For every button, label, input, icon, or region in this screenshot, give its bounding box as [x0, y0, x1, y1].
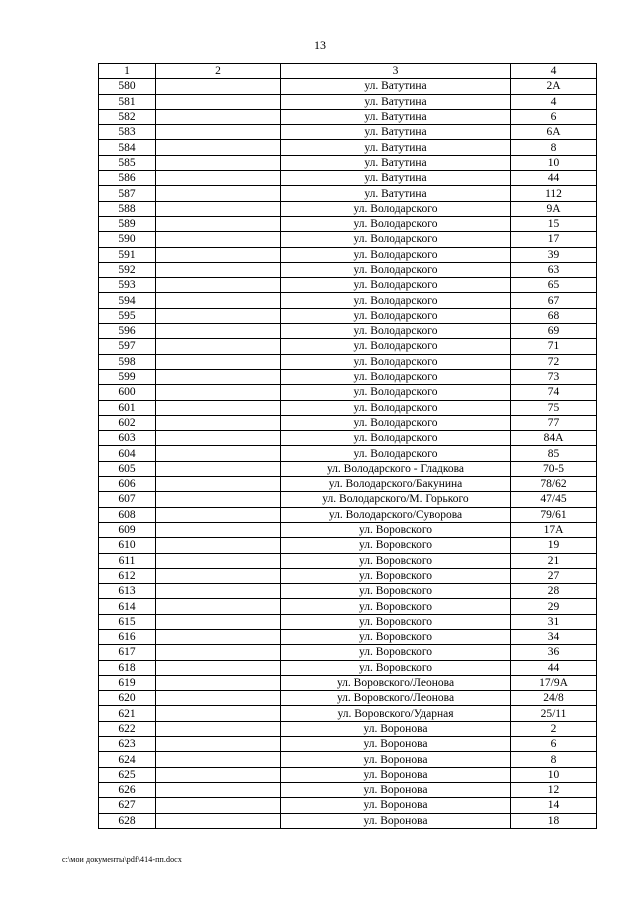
house-number-cell: 14	[511, 798, 597, 813]
empty-cell	[156, 691, 281, 706]
table-row	[99, 94, 597, 109]
table-row	[99, 232, 597, 247]
street-cell: ул. Володарского	[281, 216, 511, 231]
table-row	[99, 278, 597, 293]
empty-cell	[156, 109, 281, 124]
table-row	[99, 645, 597, 660]
row-number-cell: 620	[99, 691, 156, 706]
house-number-cell: 25/11	[511, 706, 597, 721]
row-number-cell: 591	[99, 247, 156, 262]
table-row	[99, 216, 597, 231]
table-row	[99, 492, 597, 507]
house-number-cell: 72	[511, 354, 597, 369]
row-number-cell: 615	[99, 614, 156, 629]
table-row	[99, 446, 597, 461]
house-number-cell: 68	[511, 308, 597, 323]
table-row	[99, 201, 597, 216]
table-row	[99, 461, 597, 476]
row-number-cell: 596	[99, 324, 156, 339]
street-cell: ул. Володарского	[281, 324, 511, 339]
row-number-cell: 609	[99, 522, 156, 537]
house-number-cell: 10	[511, 155, 597, 170]
table-row	[99, 538, 597, 553]
street-cell: ул. Воровского	[281, 538, 511, 553]
row-number-cell: 595	[99, 308, 156, 323]
empty-cell	[156, 675, 281, 690]
street-cell: ул. Воровского/Леонова	[281, 675, 511, 690]
house-number-cell: 63	[511, 262, 597, 277]
table-row	[99, 125, 597, 140]
house-number-cell: 36	[511, 645, 597, 660]
row-number-cell: 624	[99, 752, 156, 767]
table-row	[99, 798, 597, 813]
street-cell: ул. Воровского	[281, 645, 511, 660]
row-number-cell: 594	[99, 293, 156, 308]
empty-cell	[156, 507, 281, 522]
table-row	[99, 171, 597, 186]
row-number-cell: 590	[99, 232, 156, 247]
empty-cell	[156, 538, 281, 553]
column-header: 1	[99, 64, 156, 79]
table-row	[99, 293, 597, 308]
house-number-cell: 6	[511, 737, 597, 752]
street-cell: ул. Володарского	[281, 278, 511, 293]
street-cell: ул. Воронова	[281, 798, 511, 813]
table-row	[99, 79, 597, 94]
table-header-row	[99, 64, 597, 79]
row-number-cell: 606	[99, 477, 156, 492]
house-number-cell: 21	[511, 553, 597, 568]
row-number-cell: 586	[99, 171, 156, 186]
empty-cell	[156, 140, 281, 155]
street-cell: ул. Воровского	[281, 522, 511, 537]
empty-cell	[156, 278, 281, 293]
row-number-cell: 587	[99, 186, 156, 201]
street-cell: ул. Ватутина	[281, 171, 511, 186]
row-number-cell: 619	[99, 675, 156, 690]
house-number-cell: 73	[511, 369, 597, 384]
street-cell: ул. Володарского	[281, 446, 511, 461]
street-cell: ул. Воровского	[281, 568, 511, 583]
table-row	[99, 369, 597, 384]
street-cell: ул. Ватутина	[281, 94, 511, 109]
table-row	[99, 186, 597, 201]
empty-cell	[156, 660, 281, 675]
row-number-cell: 592	[99, 262, 156, 277]
row-number-cell: 621	[99, 706, 156, 721]
table-row	[99, 629, 597, 644]
table-row	[99, 522, 597, 537]
house-number-cell: 67	[511, 293, 597, 308]
empty-cell	[156, 813, 281, 828]
table-row	[99, 507, 597, 522]
empty-cell	[156, 216, 281, 231]
street-cell: ул. Воровского/Ударная	[281, 706, 511, 721]
empty-cell	[156, 415, 281, 430]
street-cell: ул. Володарского	[281, 262, 511, 277]
table-row	[99, 782, 597, 797]
house-number-cell: 74	[511, 385, 597, 400]
empty-cell	[156, 522, 281, 537]
house-number-cell: 8	[511, 752, 597, 767]
table-row	[99, 568, 597, 583]
row-number-cell: 583	[99, 125, 156, 140]
row-number-cell: 581	[99, 94, 156, 109]
empty-cell	[156, 232, 281, 247]
table-row	[99, 660, 597, 675]
row-number-cell: 582	[99, 109, 156, 124]
street-cell: ул. Ватутина	[281, 155, 511, 170]
house-number-cell: 6	[511, 109, 597, 124]
house-number-cell: 24/8	[511, 691, 597, 706]
table-row	[99, 752, 597, 767]
table-row	[99, 400, 597, 415]
house-number-cell: 29	[511, 599, 597, 614]
table-row	[99, 385, 597, 400]
street-cell: ул. Воровского	[281, 584, 511, 599]
table-row	[99, 354, 597, 369]
row-number-cell: 612	[99, 568, 156, 583]
table-row	[99, 140, 597, 155]
empty-cell	[156, 354, 281, 369]
row-number-cell: 588	[99, 201, 156, 216]
street-cell: ул. Володарского	[281, 369, 511, 384]
house-number-cell: 75	[511, 400, 597, 415]
row-number-cell: 626	[99, 782, 156, 797]
street-cell: ул. Воровского	[281, 629, 511, 644]
table-row	[99, 599, 597, 614]
empty-cell	[156, 446, 281, 461]
column-header: 3	[281, 64, 511, 79]
house-number-cell: 71	[511, 339, 597, 354]
house-number-cell: 27	[511, 568, 597, 583]
column-header: 2	[156, 64, 281, 79]
row-number-cell: 584	[99, 140, 156, 155]
table-row	[99, 813, 597, 828]
street-cell: ул. Ватутина	[281, 186, 511, 201]
street-cell: ул. Воровского	[281, 599, 511, 614]
table-body	[99, 79, 597, 829]
empty-cell	[156, 461, 281, 476]
empty-cell	[156, 201, 281, 216]
empty-cell	[156, 125, 281, 140]
table-row	[99, 767, 597, 782]
house-number-cell: 15	[511, 216, 597, 231]
row-number-cell: 610	[99, 538, 156, 553]
table-row	[99, 706, 597, 721]
street-cell: ул. Володарского	[281, 354, 511, 369]
house-number-cell: 31	[511, 614, 597, 629]
house-number-cell: 2А	[511, 79, 597, 94]
empty-cell	[156, 706, 281, 721]
house-number-cell: 112	[511, 186, 597, 201]
row-number-cell: 598	[99, 354, 156, 369]
empty-cell	[156, 400, 281, 415]
footer-file-path: c:\мои документы\pdf\414-пп.docx	[62, 855, 182, 864]
table-row	[99, 155, 597, 170]
empty-cell	[156, 721, 281, 736]
house-number-cell: 39	[511, 247, 597, 262]
empty-cell	[156, 293, 281, 308]
empty-cell	[156, 79, 281, 94]
row-number-cell: 628	[99, 813, 156, 828]
house-number-cell: 65	[511, 278, 597, 293]
house-number-cell: 10	[511, 767, 597, 782]
empty-cell	[156, 308, 281, 323]
street-cell: ул. Ватутина	[281, 140, 511, 155]
row-number-cell: 604	[99, 446, 156, 461]
house-number-cell: 44	[511, 660, 597, 675]
row-number-cell: 625	[99, 767, 156, 782]
table-row	[99, 308, 597, 323]
street-cell: ул. Володарского	[281, 308, 511, 323]
street-cell: ул. Володарского - Гладкова	[281, 461, 511, 476]
house-number-cell: 17	[511, 232, 597, 247]
empty-cell	[156, 782, 281, 797]
table-row	[99, 262, 597, 277]
street-cell: ул. Воронова	[281, 813, 511, 828]
street-cell: ул. Воронова	[281, 721, 511, 736]
street-cell: ул. Воровского	[281, 553, 511, 568]
street-cell: ул. Володарского	[281, 400, 511, 415]
table-row	[99, 247, 597, 262]
row-number-cell: 622	[99, 721, 156, 736]
street-cell: ул. Володарского	[281, 339, 511, 354]
row-number-cell: 589	[99, 216, 156, 231]
empty-cell	[156, 737, 281, 752]
house-number-cell: 18	[511, 813, 597, 828]
street-cell: ул. Воронова	[281, 737, 511, 752]
empty-cell	[156, 369, 281, 384]
empty-cell	[156, 629, 281, 644]
empty-cell	[156, 645, 281, 660]
table-row	[99, 737, 597, 752]
empty-cell	[156, 431, 281, 446]
row-number-cell: 597	[99, 339, 156, 354]
empty-cell	[156, 247, 281, 262]
street-cell: ул. Володарского	[281, 247, 511, 262]
empty-cell	[156, 155, 281, 170]
house-number-cell: 78/62	[511, 477, 597, 492]
row-number-cell: 608	[99, 507, 156, 522]
house-number-cell: 85	[511, 446, 597, 461]
house-number-cell: 17А	[511, 522, 597, 537]
empty-cell	[156, 262, 281, 277]
column-header: 4	[511, 64, 597, 79]
empty-cell	[156, 492, 281, 507]
page-number: 13	[314, 38, 326, 52]
table-row	[99, 415, 597, 430]
row-number-cell: 599	[99, 369, 156, 384]
empty-cell	[156, 477, 281, 492]
house-number-cell: 4	[511, 94, 597, 109]
table-row	[99, 324, 597, 339]
street-cell: ул. Воровского/Леонова	[281, 691, 511, 706]
empty-cell	[156, 324, 281, 339]
house-number-cell: 69	[511, 324, 597, 339]
house-number-cell: 17/9А	[511, 675, 597, 690]
table-row	[99, 584, 597, 599]
table-row	[99, 339, 597, 354]
empty-cell	[156, 553, 281, 568]
table-row	[99, 109, 597, 124]
table-row	[99, 614, 597, 629]
row-number-cell: 613	[99, 584, 156, 599]
table-row	[99, 553, 597, 568]
empty-cell	[156, 339, 281, 354]
row-number-cell: 623	[99, 737, 156, 752]
street-cell: ул. Володарского	[281, 293, 511, 308]
street-cell: ул. Володарского	[281, 232, 511, 247]
street-cell: ул. Володарского	[281, 431, 511, 446]
address-table	[98, 63, 597, 829]
street-cell: ул. Воронова	[281, 752, 511, 767]
row-number-cell: 585	[99, 155, 156, 170]
street-cell: ул. Володарского	[281, 415, 511, 430]
empty-cell	[156, 584, 281, 599]
table-row	[99, 691, 597, 706]
row-number-cell: 618	[99, 660, 156, 675]
row-number-cell: 603	[99, 431, 156, 446]
empty-cell	[156, 767, 281, 782]
empty-cell	[156, 798, 281, 813]
street-cell: ул. Володарского	[281, 201, 511, 216]
house-number-cell: 79/61	[511, 507, 597, 522]
row-number-cell: 627	[99, 798, 156, 813]
house-number-cell: 28	[511, 584, 597, 599]
row-number-cell: 580	[99, 79, 156, 94]
row-number-cell: 601	[99, 400, 156, 415]
street-cell: ул. Володарского/Бакунина	[281, 477, 511, 492]
house-number-cell: 77	[511, 415, 597, 430]
house-number-cell: 9А	[511, 201, 597, 216]
street-cell: ул. Воронова	[281, 782, 511, 797]
street-cell: ул. Воровского	[281, 660, 511, 675]
house-number-cell: 47/45	[511, 492, 597, 507]
empty-cell	[156, 94, 281, 109]
house-number-cell: 8	[511, 140, 597, 155]
house-number-cell: 84А	[511, 431, 597, 446]
empty-cell	[156, 568, 281, 583]
empty-cell	[156, 385, 281, 400]
row-number-cell: 600	[99, 385, 156, 400]
house-number-cell: 12	[511, 782, 597, 797]
table-row	[99, 477, 597, 492]
row-number-cell: 616	[99, 629, 156, 644]
table-row	[99, 721, 597, 736]
street-cell: ул. Воронова	[281, 767, 511, 782]
house-number-cell: 6А	[511, 125, 597, 140]
house-number-cell: 19	[511, 538, 597, 553]
row-number-cell: 607	[99, 492, 156, 507]
row-number-cell: 614	[99, 599, 156, 614]
street-cell: ул. Воровского	[281, 614, 511, 629]
row-number-cell: 605	[99, 461, 156, 476]
empty-cell	[156, 599, 281, 614]
house-number-cell: 34	[511, 629, 597, 644]
row-number-cell: 617	[99, 645, 156, 660]
empty-cell	[156, 614, 281, 629]
street-cell: ул. Володарского/Суворова	[281, 507, 511, 522]
row-number-cell: 602	[99, 415, 156, 430]
street-cell: ул. Володарского/М. Горького	[281, 492, 511, 507]
house-number-cell: 44	[511, 171, 597, 186]
street-cell: ул. Володарского	[281, 385, 511, 400]
empty-cell	[156, 171, 281, 186]
house-number-cell: 2	[511, 721, 597, 736]
street-cell: ул. Ватутина	[281, 109, 511, 124]
empty-cell	[156, 186, 281, 201]
table-row	[99, 431, 597, 446]
empty-cell	[156, 752, 281, 767]
street-cell: ул. Ватутина	[281, 79, 511, 94]
row-number-cell: 611	[99, 553, 156, 568]
street-cell: ул. Ватутина	[281, 125, 511, 140]
row-number-cell: 593	[99, 278, 156, 293]
house-number-cell: 70-5	[511, 461, 597, 476]
table-row	[99, 675, 597, 690]
